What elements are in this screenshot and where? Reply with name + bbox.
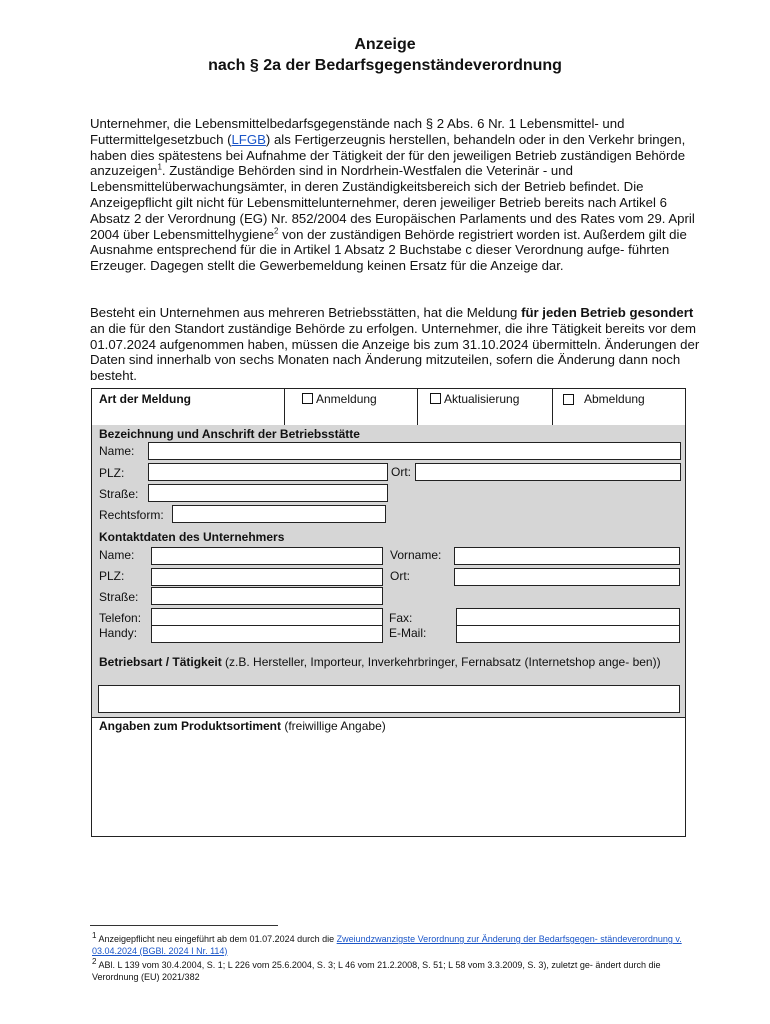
second-paragraph: Besteht ein Unternehmen aus mehreren Betriebsstätten, hat die Meldung für jeden Betrieb gesondert an die für den Standort zuständige Behörde zu erfolgen. Unternehmer, die ihre Tätigkeit bereits vor dem 01.07.2024 aufgenommen haben, müssen die Anzeige bis zum 31.10.2024 übermitteln. Änderungen der Daten sind innerhalb von sechs Monaten nach Änderung mitzuteilen, sofern die Änderung dann noch besteht. (90, 305, 700, 384)
footnote-divider (90, 925, 278, 926)
betriebsart-input[interactable] (98, 685, 680, 713)
s1-strasse-input[interactable] (148, 484, 388, 502)
s1-ort-input[interactable] (415, 463, 681, 481)
s2-vorname-input[interactable] (454, 547, 680, 565)
s2-handy-input[interactable] (151, 625, 383, 643)
footnote-1: $^1$ Anzeigepflicht neu eingeführt ab dem 01.07.2024 durch die Zweiundzwanzigste Verordnung zur Änderung der Bedarfsgegen- ständeverordnung v. 03.04.2024 (BGBl. 2024 I Nr. 114) (92, 931, 682, 956)
s2-plz-input[interactable] (151, 568, 383, 586)
registration-form (91, 388, 686, 837)
s2-telefon-input[interactable] (151, 608, 383, 626)
s2-name-label: Name: (99, 548, 135, 562)
s1-name-input[interactable] (148, 442, 681, 460)
s2-name-input[interactable] (151, 547, 383, 565)
option-anmeldung[interactable]: Anmeldung (302, 392, 377, 406)
art-der-meldung-row (92, 389, 685, 426)
s2-ort-input[interactable] (454, 568, 680, 586)
s2-strasse-label: Straße: (99, 590, 139, 604)
option-aktualisierung[interactable]: Aktualisierung (430, 392, 519, 406)
s2-telefon-label: Telefon: (99, 611, 142, 625)
title-line-2: nach § 2a der Bedarfsgegenständeverordnung (208, 57, 562, 74)
checkbox-icon[interactable] (302, 393, 313, 404)
s2-fax-label: Fax: (389, 611, 413, 625)
s2-fax-input[interactable] (456, 608, 680, 626)
s1-plz-input[interactable] (148, 463, 388, 481)
footnote-2: $^2$ ABl. L 139 vom 30.4.2004, S. 1; L 226 vom 25.6.2004, S. 3; L 46 vom 21.2.2008, S. 51; L 58 vom 3.3.2009, S. 3), zuletzt ge- ändert durch die Verordnung (EU) 2021/382 (92, 957, 661, 982)
art-der-meldung-label: Art der Meldung (99, 392, 191, 406)
s1-rechtsform-label: Rechtsform: (99, 508, 164, 522)
footnote-1-link[interactable]: Zweiundzwanzigste Verordnung zur Änderung der Bedarfsgegen- ständeverordnung v. 03.04.2024 (BGBl. 2024 I Nr. 114) (92, 934, 682, 956)
s1-plz-label: PLZ: (99, 466, 125, 480)
section-unternehmer-title: Kontaktdaten des Unternehmers (99, 530, 285, 544)
s2-email-label: E-Mail: (389, 626, 427, 640)
section-betriebsstaette-title: Bezeichnung und Anschrift der Betriebsstätte (99, 427, 360, 441)
footnote-ref-2: 2 (274, 226, 279, 236)
s2-handy-label: Handy: (99, 626, 138, 640)
checkbox-icon[interactable] (430, 393, 441, 404)
s2-ort-label: Ort: (390, 569, 410, 583)
option-abmeldung[interactable]: Abmeldung (563, 392, 645, 406)
s2-vorname-label: Vorname: (390, 548, 442, 562)
checkbox-icon[interactable] (563, 394, 574, 405)
footnote-ref-1: 1 (157, 163, 162, 172)
s1-name-label: Name: (99, 444, 135, 458)
intro-paragraph: Unternehmer, die Lebensmittelbedarfsgegenstände nach § 2 Abs. 6 Nr. 1 Lebensmittel- und Futtermittelgesetzbuch (LFGB) als Fertigerzeugnis herstellen, behandeln oder in den Verkehr bringen, haben dies spätestens bei Aufnahme der Tätigkeit der für den jeweiligen Betrieb zuständigen Behörde anzuzeigen$^1$. Zuständige Behörden sind in Nordrhein-Westfalen die Veterinär - und Lebensmittelüberwachungsämter, in deren Zuständigkeitsbereich sich der Betrieb befindet. Die Anzeigepflicht gilt nicht für Lebensmittelunternehmer, deren jeweiliger Betrieb bereits nach Artikel 6 Absatz 2 der Verordnung (EG) Nr. 852/2004 des Europäischen Parlaments und des Rates vom 29. April 2004 über Lebensmittelhygiene$^2$ von der zuständigen Behörde registriert worden ist. Außerdem gilt die Ausnahme entsprechend für die in Artikel 1 Absatz 2 Buchstabe c dieser Verordnung aufge- führten Erzeuger. Dagegen stellt die Gewerbemeldung keinen Ersatz für die Anzeige dar. (90, 116, 695, 274)
s1-strasse-label: Straße: (99, 487, 139, 501)
section-betriebsart-title: Betriebsart / Tätigkeit (z.B. Hersteller, Importeur, Inverkehrbringer, Fernabsatz (Internetshop ange- ben)) (99, 655, 661, 669)
s1-ort-label: Ort: (391, 465, 411, 479)
s2-strasse-input[interactable] (151, 587, 383, 605)
title-line-1: Anzeige (354, 36, 416, 53)
lfgb-link[interactable]: LFGB (231, 131, 266, 147)
s1-rechtsform-input[interactable] (172, 505, 386, 523)
s2-email-input[interactable] (456, 625, 680, 643)
section-produktsortiment-title: Angaben zum Produktsortiment (freiwillige Angabe) (99, 719, 386, 733)
s2-plz-label: PLZ: (99, 569, 125, 583)
